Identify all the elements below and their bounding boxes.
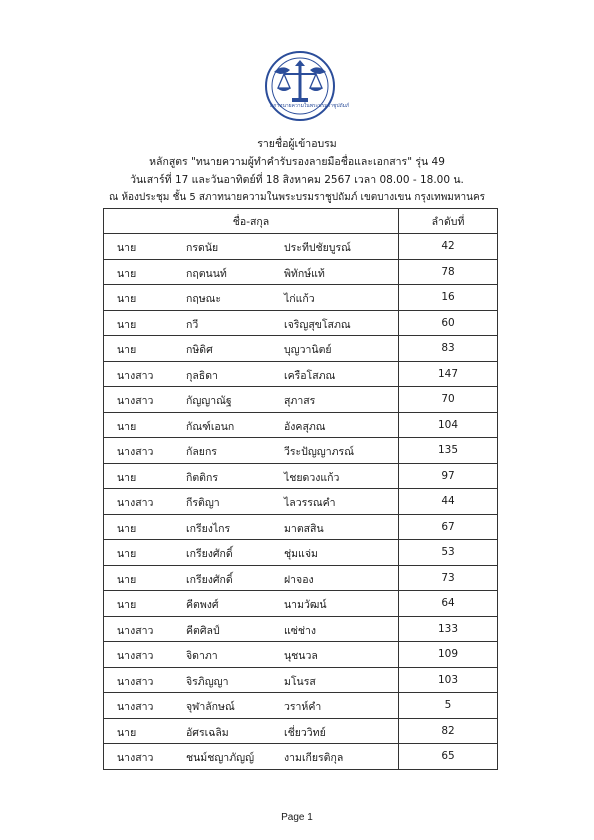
first-name: กษิดิศ bbox=[186, 344, 213, 356]
first-name: กิตติกร bbox=[186, 471, 218, 484]
order-number: 70 bbox=[399, 387, 498, 413]
last-name: นามวัฒน์ bbox=[284, 599, 327, 611]
last-name: ไก่แก้ว bbox=[284, 293, 315, 305]
name-title: นางสาว bbox=[117, 650, 154, 662]
first-name: กัลยกร bbox=[186, 446, 217, 458]
first-name: เกรียงศักดิ์ bbox=[186, 573, 233, 586]
first-name: เกรียงศักดิ์ bbox=[186, 548, 233, 560]
name-title: นาย bbox=[117, 293, 137, 305]
name-title: นาย bbox=[117, 242, 137, 254]
name-title: นางสาว bbox=[117, 624, 154, 637]
name-title: นาย bbox=[117, 599, 137, 611]
column-header-name: ชื่อ-สกุล bbox=[104, 209, 399, 234]
table-row bbox=[104, 540, 498, 566]
last-name: ไลวรรณคำ bbox=[284, 497, 336, 509]
order-number: 53 bbox=[399, 540, 498, 566]
last-name: ชุ่มแจ่ม bbox=[284, 548, 318, 560]
last-name: สุภาสร bbox=[284, 395, 316, 407]
name-cell bbox=[104, 540, 399, 566]
name-title: นางสาว bbox=[117, 369, 154, 382]
name-cell bbox=[104, 489, 399, 515]
course-venue: ณ ห้องประชุม ชั้น 5 สภาทนายความในพระบรมราชูปถัมภ์ เขตบางเขน กรุงเทพมหานคร bbox=[108, 192, 486, 203]
name-cell bbox=[104, 616, 399, 642]
table-row bbox=[104, 412, 498, 438]
name-cell bbox=[104, 591, 399, 617]
table-row bbox=[104, 667, 498, 693]
first-name: กัญญาณัฐ bbox=[186, 395, 232, 407]
table-row bbox=[104, 616, 498, 642]
course-name: หลักสูตร "ทนายความผู้ทำคำรับรองลายมือชื่อและเอกสาร" รุ่น 49 bbox=[149, 156, 445, 168]
first-name: จิรภิญญา bbox=[186, 675, 229, 688]
last-name: บุญวานิตย์ bbox=[284, 344, 332, 356]
name-cell bbox=[104, 285, 399, 311]
name-cell bbox=[104, 387, 399, 413]
last-name: มาตสสิน bbox=[284, 522, 324, 535]
course-date: วันเสาร์ที่ 17 และวันอาทิตย์ที่ 18 สิงหาคม 2567 เวลา 08.00 - 18.00 น. bbox=[130, 174, 464, 186]
name-cell bbox=[104, 336, 399, 362]
order-number: 97 bbox=[399, 463, 498, 489]
order-number: 103 bbox=[399, 667, 498, 693]
page-number: Page 1 bbox=[281, 812, 313, 823]
name-cell bbox=[104, 565, 399, 591]
name-cell bbox=[104, 361, 399, 387]
last-name: ไชยดวงแก้ว bbox=[284, 471, 340, 484]
first-name: จุฬาลักษณ์ bbox=[186, 701, 235, 713]
name-cell bbox=[104, 744, 399, 770]
name-cell bbox=[104, 259, 399, 285]
last-name: แซ่ช่าง bbox=[284, 624, 317, 637]
first-name: กฤษณะ bbox=[186, 293, 222, 305]
order-number: 44 bbox=[399, 489, 498, 515]
first-name: กฤตนนท์ bbox=[186, 267, 227, 280]
column-header-order: ลำดับที่ bbox=[399, 209, 498, 234]
table-row bbox=[104, 361, 498, 387]
last-name: งามเกียรติกุล bbox=[284, 752, 344, 764]
name-cell bbox=[104, 642, 399, 668]
council-emblem-icon bbox=[264, 50, 350, 122]
table-header-row bbox=[104, 209, 498, 234]
table-row bbox=[104, 591, 498, 617]
order-number: 133 bbox=[399, 616, 498, 642]
first-name: คีตพงศ์ bbox=[186, 599, 219, 611]
first-name: เกรียงไกร bbox=[186, 522, 231, 535]
first-name: คีตศิลป์ bbox=[186, 624, 220, 637]
order-number: 42 bbox=[399, 234, 498, 260]
name-cell bbox=[104, 463, 399, 489]
name-title: นาย bbox=[117, 573, 137, 586]
order-number: 78 bbox=[399, 259, 498, 285]
table-row bbox=[104, 514, 498, 540]
table-row bbox=[104, 565, 498, 591]
name-title: นาย bbox=[117, 318, 137, 331]
order-number: 65 bbox=[399, 744, 498, 770]
name-title: นาย bbox=[117, 420, 137, 433]
document-title: รายชื่อผู้เข้าอบรม bbox=[257, 138, 337, 150]
table-row bbox=[104, 718, 498, 744]
order-number: 82 bbox=[399, 718, 498, 744]
last-name: เชี่ยววิทย์ bbox=[284, 726, 326, 739]
name-title: นาย bbox=[117, 471, 137, 484]
first-name: จิดาภา bbox=[186, 650, 218, 662]
name-title: นางสาว bbox=[117, 752, 154, 764]
name-cell bbox=[104, 310, 399, 336]
name-title: นางสาว bbox=[117, 446, 154, 458]
order-number: 104 bbox=[399, 412, 498, 438]
last-name: มโนรส bbox=[284, 675, 316, 688]
name-cell bbox=[104, 693, 399, 719]
last-name: นุชนวล bbox=[284, 650, 318, 662]
last-name: พิทักษ์แท้ bbox=[284, 267, 325, 280]
last-name: เจริญสุขโสภณ bbox=[284, 318, 351, 331]
name-title: นางสาว bbox=[117, 395, 154, 407]
emblem-caption: สภาทนายความในพระบรมราชูปถัมภ์ bbox=[270, 103, 350, 109]
name-title: นาย bbox=[117, 344, 137, 356]
table-row bbox=[104, 642, 498, 668]
table-row bbox=[104, 234, 498, 260]
last-name: เครือโสภณ bbox=[284, 369, 336, 382]
name-title: นาย bbox=[117, 522, 137, 535]
table-row bbox=[104, 489, 498, 515]
first-name: ชนม์ชญาภัญญ์ bbox=[186, 752, 255, 764]
table-row bbox=[104, 285, 498, 311]
name-title: นาย bbox=[117, 548, 137, 560]
table-row bbox=[104, 744, 498, 770]
table-row bbox=[104, 693, 498, 719]
last-name: ฝาจอง bbox=[284, 573, 314, 586]
name-cell bbox=[104, 718, 399, 744]
table-row bbox=[104, 463, 498, 489]
last-name: ประทีปชัยบูรณ์ bbox=[284, 242, 351, 254]
name-cell bbox=[104, 412, 399, 438]
attendee-table bbox=[103, 208, 498, 770]
order-number: 135 bbox=[399, 438, 498, 464]
first-name: กวี bbox=[186, 318, 199, 331]
name-title: นางสาว bbox=[117, 675, 154, 688]
order-number: 64 bbox=[399, 591, 498, 617]
order-number: 109 bbox=[399, 642, 498, 668]
order-number: 5 bbox=[399, 693, 498, 719]
order-number: 16 bbox=[399, 285, 498, 311]
name-cell bbox=[104, 438, 399, 464]
name-title: นาย bbox=[117, 726, 137, 739]
name-cell bbox=[104, 514, 399, 540]
last-name: อังคสุภณ bbox=[284, 420, 326, 433]
first-name: กัณฑ์เอนก bbox=[186, 420, 235, 433]
order-number: 60 bbox=[399, 310, 498, 336]
first-name: กุลธิดา bbox=[186, 369, 218, 382]
table-row bbox=[104, 259, 498, 285]
order-number: 147 bbox=[399, 361, 498, 387]
first-name: อัศรเฉลิม bbox=[186, 726, 229, 739]
name-cell bbox=[104, 234, 399, 260]
table-row bbox=[104, 438, 498, 464]
order-number: 67 bbox=[399, 514, 498, 540]
table-row bbox=[104, 387, 498, 413]
name-title: นางสาว bbox=[117, 497, 154, 509]
name-title: นางสาว bbox=[117, 701, 154, 713]
order-number: 73 bbox=[399, 565, 498, 591]
table-row bbox=[104, 310, 498, 336]
name-title: นาย bbox=[117, 267, 137, 280]
table-row bbox=[104, 336, 498, 362]
name-cell bbox=[104, 667, 399, 693]
last-name: วราห์คำ bbox=[284, 701, 322, 713]
last-name: วีระปัญญาภรณ์ bbox=[284, 446, 354, 458]
order-number: 83 bbox=[399, 336, 498, 362]
first-name: กีรติญา bbox=[186, 497, 220, 509]
first-name: กรดนัย bbox=[186, 242, 219, 254]
